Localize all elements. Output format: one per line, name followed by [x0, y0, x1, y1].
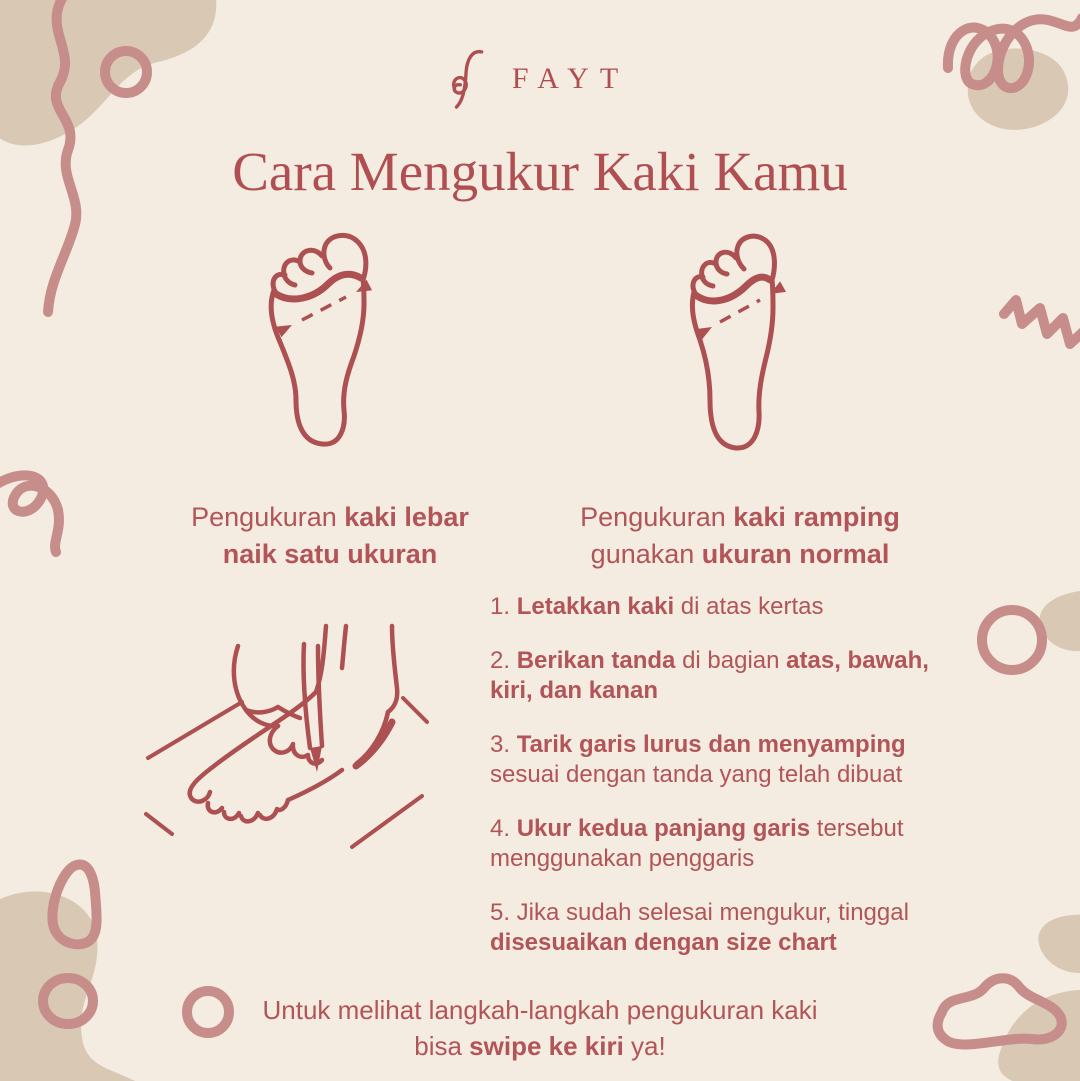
tan-blob-bottom-right-small: [1038, 915, 1080, 973]
instructions-list: [490, 592, 955, 982]
ring-right-middle: [982, 610, 1042, 670]
narrow-foot-caption: Pengukuran kaki ramping gunakan ukuran normal: [580, 502, 900, 569]
narrow-foot-illustration: [660, 228, 880, 458]
swipe-hint: Untuk melihat langkah-langkah pengukuran kaki bisa swipe ke kiri ya!: [262, 995, 818, 1061]
instruction-step-2: 2. Berikan tanda di bagian atas, bawah, kiri, dan kanan: [490, 647, 929, 704]
wide-foot-illustration: [240, 228, 460, 458]
instruction-step-5: 5. Jika sudah selesai mengukur, tinggal disesuaikan dengan size chart: [490, 899, 909, 956]
brand-logo: [0, 48, 1080, 110]
instruction-step-4: 4. Ukur kedua panjang garis tersebut menggunakan penggaris: [490, 815, 904, 872]
script-f-icon: [451, 48, 491, 110]
tan-blob-right-middle: [1040, 590, 1080, 651]
instruction-step-3: 3. Tarik garis lurus dan menyamping sesuai dengan tanda yang telah dibuat: [490, 731, 906, 788]
wide-foot-caption: Pengukuran kaki lebar naik satu ukuran: [191, 502, 469, 569]
hand-tracing-foot-illustration: [120, 600, 460, 900]
triangle-ring-bottom-left: [52, 864, 96, 944]
loop-squiggle-left: [0, 475, 59, 552]
instruction-step-1: 1. Letakkan kaki di atas kertas: [490, 593, 824, 620]
brand-name: FAYT: [511, 62, 630, 95]
zigzag-right: [1004, 300, 1080, 344]
page-title: Cara Mengukur Kaki Kamu: [232, 141, 848, 202]
